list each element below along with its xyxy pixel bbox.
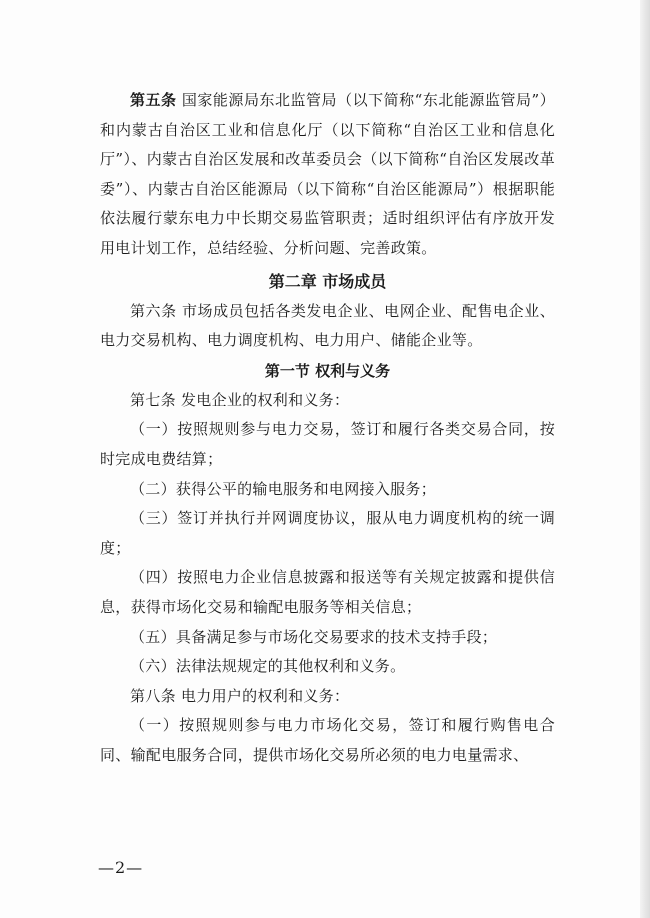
- chapter-title: 第二章 市场成员: [268, 271, 387, 291]
- article-7-label: 第七条: [130, 390, 176, 409]
- article-8-item-1: （一）按照规则参与电力市场化交易，签订和履行购售电合同、输配电服务合同，提供市场化交易所必须的电力电量需求、: [100, 716, 555, 764]
- article-5-label: 第五条: [130, 91, 177, 109]
- article-7: [100, 386, 555, 416]
- article-7-item-5: （五）具备满足参与市场化交易要求的技术支持手段；: [130, 627, 498, 646]
- article-6-text: 市场成员包括各类发电企业、电网企业、配售电企业、电力交易机构、电力调度机构、电力用户、储能企业等。: [100, 301, 556, 350]
- article-8: [100, 682, 555, 712]
- article-7-item-2: （二）获得公平的输电服务和电网接入服务；: [130, 479, 437, 498]
- article-7-item-3: （三）签订并执行并网调度协议，服从电力调度机构的统一调度；: [100, 509, 555, 557]
- article-8-text: 电力用户的权利和义务：: [180, 686, 350, 705]
- article-7-item-4: （四）按照电力企业信息披露和报送等有关规定披露和提供信息，获得市场化交易和输配电服务等相关信息；: [100, 568, 555, 616]
- page-number: —2—: [98, 858, 144, 877]
- scan-edge: [640, 0, 650, 918]
- article-6-label: 第六条: [130, 301, 177, 320]
- section-title: 第一节 权利与义务: [264, 361, 391, 380]
- article-6: [100, 297, 555, 356]
- article-5-text: 国家能源局东北监管局（以下简称“东北能源监管局”）和内蒙古自治区工业和信息化厅（以下简称“自治区工业和信息化厅”）、内蒙古自治区发展和改革委员会（以下简称“自治区发展改革委”）、内蒙古自治区能源局（以下简称“自治区能源局”）根据职能依法履行蒙东电力中长期交易监管职责；适时组织评估有序放开发用电计划工作，总结经验、分析问题、完善政策。: [100, 91, 555, 257]
- article-7-item-6: （六）法律法规规定的其他权利和义务。: [130, 657, 406, 676]
- document-body: [100, 86, 555, 770]
- article-5: [100, 86, 555, 264]
- article-8-label: 第八条: [130, 686, 176, 705]
- article-7-item-1: （一）按照规则参与电力交易，签订和履行各类交易合同，按时完成电费结算；: [100, 420, 555, 468]
- article-7-text: 发电企业的权利和义务：: [180, 390, 350, 409]
